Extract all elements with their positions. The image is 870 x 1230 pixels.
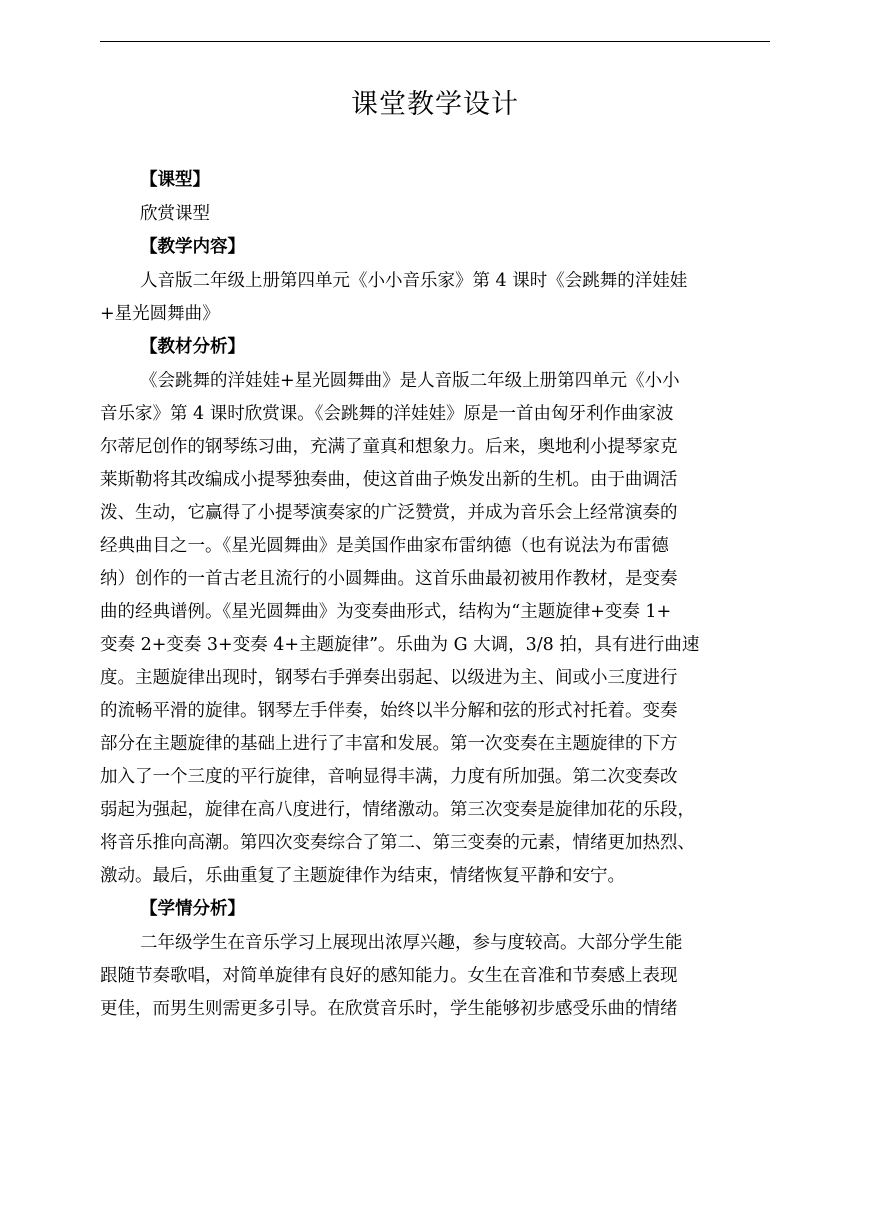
paragraph-line: 度。主题旋律出现时，钢琴右手弹奏出弱起、以级进为主、间或小三度进行 bbox=[100, 668, 678, 688]
paragraph-line: 纳）创作的一首古老且流行的小圆舞曲。这首乐曲最初被用作教材，是变奏 bbox=[100, 569, 678, 589]
section-heading-student-analysis: 【学情分析】 bbox=[140, 899, 245, 919]
content-paragraph bbox=[100, 265, 770, 331]
paragraph-line: 泼、生动，它赢得了小提琴演奏家的广泛赞赏，并成为音乐会上经常演奏的 bbox=[100, 503, 678, 523]
paragraph-line: 莱斯勒将其改编成小提琴独奏曲，使这首曲子焕发出新的生机。由于曲调活 bbox=[100, 470, 678, 490]
paragraph-line: 经典曲目之一。《星光圆舞曲》是美国作曲家布雷纳德（也有说法为布雷德 bbox=[100, 536, 669, 556]
paragraph-line: 跟随节奏歌唱，对简单旋律有良好的感知能力。女生在音准和节奏感上表现 bbox=[100, 966, 678, 986]
material-analysis-paragraph bbox=[100, 365, 770, 893]
section-heading-material-analysis: 【教材分析】 bbox=[140, 337, 245, 357]
paragraph-line: 音乐家》第 4 课时欣赏课。《会跳舞的洋娃娃》原是一首由匈牙利作曲家波 bbox=[100, 404, 674, 424]
section-heading-content: 【教学内容】 bbox=[140, 237, 245, 257]
paragraph-line: 的流畅平滑的旋律。钢琴左手伴奏，始终以半分解和弦的形式衬托着。变奏 bbox=[100, 701, 678, 721]
document-body bbox=[100, 166, 770, 1026]
paragraph-line: 二年级学生在音乐学习上展现出浓厚兴趣，参与度较高。大部分学生能 bbox=[140, 933, 683, 953]
paragraph-line: +星光圆舞曲》 bbox=[100, 304, 220, 324]
student-analysis-paragraph bbox=[100, 927, 770, 1026]
header-rule bbox=[100, 41, 770, 42]
paragraph-line: 弱起为强起，旋律在高八度进行，情绪激动。第三次变奏是旋律加花的乐段， bbox=[100, 800, 695, 820]
paragraph-line: 部分在主题旋律的基础上进行了丰富和发展。第一次变奏在主题旋律的下方 bbox=[100, 734, 678, 754]
section-heading-course-type: 【课型】 bbox=[140, 170, 210, 190]
page-title: 课堂教学设计 bbox=[351, 89, 519, 120]
paragraph-line: 加入了一个三度的平行旋律，音响显得丰满，力度有所加强。第二次变奏改 bbox=[100, 767, 678, 787]
paragraph-line: 尔蒂尼创作的钢琴练习曲，充满了童真和想象力。后来，奥地利小提琴家克 bbox=[100, 437, 678, 457]
course-type-text: 欣赏课型 bbox=[140, 204, 210, 224]
paragraph-line: 曲的经典谱例。《星光圆舞曲》为变奏曲形式，结构为“主题旋律+变奏 1+ bbox=[100, 602, 672, 622]
paragraph-line: 人音版二年级上册第四单元《小小音乐家》第 4 课时《会跳舞的洋娃娃 bbox=[140, 271, 688, 291]
paragraph-line: 变奏 2+变奏 3+变奏 4+主题旋律”。乐曲为 G 大调，3/8 拍，具有进行曲速 bbox=[100, 635, 700, 655]
paragraph-line: 更佳，而男生则需更多引导。在欣赏音乐时，学生能够初步感受乐曲的情绪 bbox=[100, 999, 678, 1019]
paragraph-line: 将音乐推向高潮。第四次变奏综合了第二、第三变奏的元素，情绪更加热烈、 bbox=[100, 833, 695, 853]
paragraph-line: 激动。最后，乐曲重复了主题旋律作为结束，情绪恢复平静和安宁。 bbox=[100, 866, 625, 886]
paragraph-line: 《会跳舞的洋娃娃+星光圆舞曲》是人音版二年级上册第四单元《小小 bbox=[140, 371, 680, 391]
